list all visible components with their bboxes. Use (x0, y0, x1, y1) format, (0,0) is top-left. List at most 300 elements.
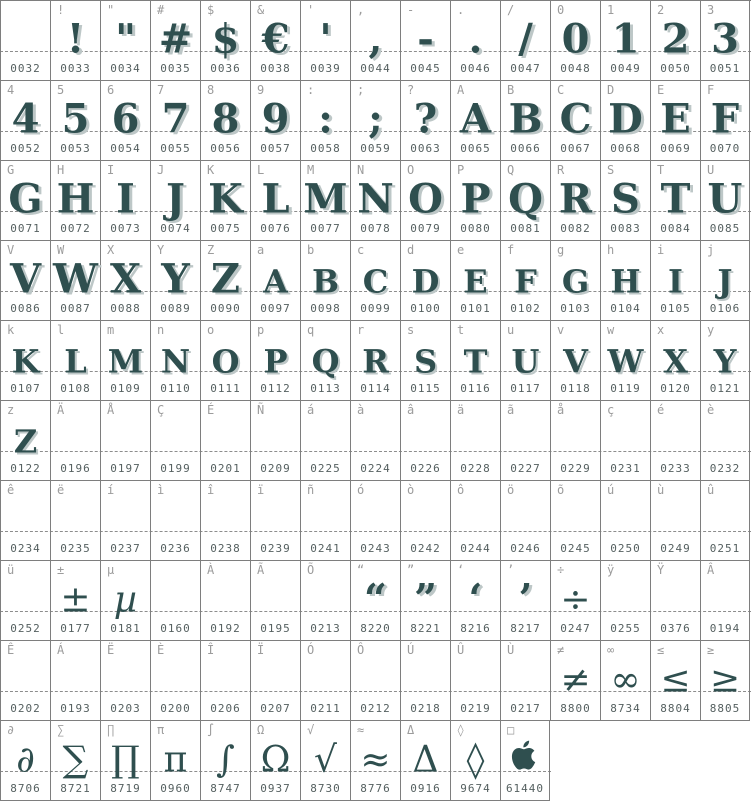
cell-reference-label: M (307, 163, 315, 177)
cell-codepoint: 0088 (110, 302, 141, 315)
cell-codepoint: 0066 (510, 142, 541, 155)
glyph-cell-0101 (450, 241, 500, 321)
glyph-cell-0120 (650, 321, 700, 401)
glyph-cell-0104 (600, 241, 650, 321)
glyph-cell-0238 (200, 481, 250, 561)
glyph-row-10 (0, 721, 551, 801)
cell-reference-label: î (207, 483, 215, 497)
glyph-cell-0067 (550, 81, 600, 161)
glyph-cell-0115 (400, 321, 450, 401)
cell-codepoint: 0065 (460, 142, 491, 155)
cell-reference-label: å (557, 403, 565, 417)
glyph-cell-0251 (700, 481, 750, 561)
glyph-cell-0117 (500, 321, 550, 401)
cell-reference-label: w (607, 323, 615, 337)
glyph-cell-0200 (150, 641, 200, 721)
glyph-cell-8776 (350, 721, 400, 801)
cell-reference-label: □ (507, 723, 515, 737)
cell-codepoint: 0116 (460, 382, 491, 395)
cell-reference-label: k (7, 323, 15, 337)
cell-reference-label: 9 (257, 83, 265, 97)
cell-codepoint: 0251 (709, 542, 741, 555)
cell-codepoint: 0243 (360, 542, 391, 555)
cell-codepoint: 9674 (460, 782, 491, 795)
cell-codepoint: 0250 (610, 542, 641, 555)
cell-reference-label: T (657, 163, 665, 177)
cell-reference-label: ç (607, 403, 615, 417)
glyph-cell-0102 (500, 241, 550, 321)
cell-reference-label: û (707, 483, 715, 497)
cell-glyph: ” (413, 575, 437, 623)
cell-reference-label: ã (507, 403, 515, 417)
glyph-cell-0195 (250, 561, 300, 641)
glyph-row-7 (0, 481, 751, 561)
glyph-cell-0066 (500, 81, 550, 161)
cell-reference-label: Ê (7, 643, 15, 657)
cell-reference-label: , (357, 3, 365, 17)
cell-codepoint: 8805 (709, 702, 741, 715)
cell-codepoint: 0107 (10, 382, 41, 395)
cell-glyph: S (413, 342, 438, 381)
cell-reference-label: : (307, 83, 315, 97)
cell-reference-label: Ï (257, 643, 265, 657)
cell-reference-label: π (157, 723, 165, 737)
cell-reference-label: ñ (307, 483, 315, 497)
glyph-cell-0069 (650, 81, 700, 161)
cell-glyph: ≥ (709, 659, 741, 701)
glyph-cell-0114 (350, 321, 400, 401)
cell-reference-label: F (707, 83, 715, 97)
cell-codepoint: 0231 (610, 462, 641, 475)
cell-reference-label: Ä (57, 403, 65, 417)
cell-reference-label: ê (7, 483, 15, 497)
glyph-cell-0073 (100, 161, 150, 241)
glyph-cell-0071 (0, 161, 50, 241)
cell-reference-label: U (707, 163, 715, 177)
cell-codepoint: 0206 (210, 702, 241, 715)
cell-reference-label: ” (407, 563, 415, 577)
cell-reference-label: Ë (107, 643, 115, 657)
cell-codepoint: 0376 (660, 622, 691, 635)
cell-reference-label: Z (207, 243, 215, 257)
cell-reference-label: Ç (157, 403, 165, 417)
glyph-cell-0049 (600, 1, 650, 81)
glyph-cell-8706 (0, 721, 50, 801)
cell-reference-label: n (157, 323, 165, 337)
cell-glyph: L (261, 175, 290, 223)
glyph-cell-0078 (350, 161, 400, 241)
cell-reference-label: ä (457, 403, 465, 417)
cell-glyph: X (663, 342, 688, 381)
cell-codepoint: 0087 (60, 302, 91, 315)
glyph-cell-0033 (50, 1, 100, 81)
glyph-cell-0110 (150, 321, 200, 401)
cell-glyph: X (109, 255, 142, 303)
cell-codepoint: 0114 (360, 382, 391, 395)
cell-glyph: V (563, 342, 588, 381)
cell-reference-label: 6 (107, 83, 115, 97)
glyph-cell-0916 (400, 721, 450, 801)
cell-reference-label: Î (207, 643, 215, 657)
cell-glyph: “ (363, 575, 387, 623)
cell-codepoint: 8217 (510, 622, 541, 635)
cell-codepoint: 0078 (360, 222, 391, 235)
cell-glyph: Y (161, 255, 190, 303)
glyph-cell-0224 (350, 401, 400, 481)
glyph-cell-0227 (500, 401, 550, 481)
glyph-cell-8220 (350, 561, 400, 641)
glyph-cell-0121 (700, 321, 750, 401)
cell-codepoint: 0960 (160, 782, 191, 795)
glyph-cell-8216 (450, 561, 500, 641)
cell-codepoint: 0032 (10, 62, 41, 75)
cell-codepoint: 0113 (310, 382, 341, 395)
cell-codepoint: 0119 (610, 382, 641, 395)
cell-reference-label: r (357, 323, 365, 337)
cell-codepoint: 0194 (709, 622, 741, 635)
cell-glyph: O (408, 175, 443, 223)
cell-glyph: A (459, 95, 492, 143)
cell-reference-label: √ (307, 723, 315, 737)
cell-codepoint: 0202 (10, 702, 41, 715)
cell-glyph: / (518, 15, 533, 63)
cell-reference-label: I (107, 163, 115, 177)
cell-reference-label: m (107, 323, 115, 337)
glyph-cell-0106 (700, 241, 750, 321)
glyph-cell-0232 (700, 401, 750, 481)
cell-codepoint: 0227 (510, 462, 541, 475)
cell-glyph: - (417, 15, 434, 63)
cell-glyph: N (357, 175, 394, 223)
glyph-cell-8734 (600, 641, 650, 721)
glyph-cell-8805 (700, 641, 750, 721)
glyph-cell-0231 (600, 401, 650, 481)
cell-codepoint: 0056 (210, 142, 241, 155)
glyph-cell-0241 (300, 481, 350, 561)
glyph-cell-0118 (550, 321, 600, 401)
cell-reference-label: Ÿ (657, 563, 665, 577)
cell-codepoint: 0072 (60, 222, 91, 235)
glyph-row-4 (0, 241, 751, 321)
cell-reference-label: Å (107, 403, 115, 417)
cell-codepoint: 0048 (560, 62, 591, 75)
glyph-cell-0122 (0, 401, 50, 481)
cell-codepoint: 0086 (10, 302, 41, 315)
cell-glyph: , (368, 15, 383, 63)
cell-glyph: E (463, 262, 488, 301)
cell-glyph: D (608, 95, 643, 143)
glyph-cell-0112 (250, 321, 300, 401)
cell-glyph: Z (13, 422, 38, 461)
cell-codepoint: 0099 (360, 302, 391, 315)
glyph-cell-0072 (50, 161, 100, 241)
cell-reference-label: Á (57, 643, 65, 657)
cell-reference-label: D (607, 83, 615, 97)
glyph-cell-0077 (300, 161, 350, 241)
cell-glyph: ! (66, 15, 85, 63)
cell-codepoint: 0080 (460, 222, 491, 235)
cell-reference-label: È (157, 643, 165, 657)
cell-glyph: 7 (161, 95, 190, 143)
cell-glyph: H (610, 262, 641, 301)
cell-reference-label: l (57, 323, 65, 337)
glyph-cell-0225 (300, 401, 350, 481)
cell-reference-label: Q (507, 163, 515, 177)
cell-reference-label: ô (457, 483, 465, 497)
cell-reference-label: N (357, 163, 365, 177)
cell-reference-label: j (707, 243, 715, 257)
cell-reference-label: ï (257, 483, 265, 497)
cell-codepoint: 0916 (410, 782, 441, 795)
cell-reference-label: u (507, 323, 515, 337)
cell-codepoint: 0217 (510, 702, 541, 715)
cell-codepoint: 0112 (260, 382, 291, 395)
cell-codepoint: 8804 (660, 702, 691, 715)
cell-reference-label: o (207, 323, 215, 337)
glyph-cell-0207 (250, 641, 300, 721)
glyph-cell-0082 (550, 161, 600, 241)
glyph-cell-0100 (400, 241, 450, 321)
cell-codepoint: 0235 (60, 542, 91, 555)
glyph-cell-0048 (550, 1, 600, 81)
cell-reference-label: ’ (507, 563, 515, 577)
cell-reference-label: ∏ (107, 723, 115, 737)
cell-reference-label: ≈ (357, 723, 365, 737)
cell-codepoint: 0097 (260, 302, 291, 315)
cell-glyph: √ (314, 739, 337, 781)
cell-reference-label: õ (557, 483, 565, 497)
cell-reference-label: ì (157, 483, 165, 497)
glyph-cell-0047 (500, 1, 550, 81)
cell-glyph: M (303, 175, 348, 223)
cell-reference-label: 2 (657, 3, 665, 17)
cell-reference-label: à (357, 403, 365, 417)
cell-reference-label: ó (357, 483, 365, 497)
cell-reference-label: K (207, 163, 215, 177)
cell-codepoint: 0090 (210, 302, 241, 315)
cell-reference-label: h (607, 243, 615, 257)
cell-codepoint: 0209 (260, 462, 291, 475)
cell-codepoint: 0236 (160, 542, 191, 555)
cell-reference-label: e (457, 243, 465, 257)
cell-codepoint: 0034 (110, 62, 141, 75)
cell-codepoint: 0218 (410, 702, 441, 715)
cell-glyph: G (561, 262, 590, 301)
cell-reference-label: v (557, 323, 565, 337)
cell-reference-label: 0 (557, 3, 565, 17)
cell-reference-label: µ (107, 563, 115, 577)
cell-glyph: Ω (260, 739, 291, 781)
cell-glyph: F (710, 95, 740, 143)
glyph-cell-0097 (250, 241, 300, 321)
glyph-cell-9674 (450, 721, 500, 801)
glyph-cell-0059 (350, 81, 400, 161)
cell-reference-label: Y (157, 243, 165, 257)
cell-reference-label: ≠ (557, 643, 565, 657)
glyph-cell-0074 (150, 161, 200, 241)
glyph-cell-0113 (300, 321, 350, 401)
cell-glyph: Δ (412, 739, 439, 781)
glyph-cell-0246 (500, 481, 550, 561)
cell-codepoint: 8776 (360, 782, 391, 795)
glyph-cell-0211 (300, 641, 350, 721)
cell-codepoint: 0203 (110, 702, 141, 715)
cell-glyph: T (463, 342, 488, 381)
glyph-cell-0160 (150, 561, 200, 641)
glyph-cell-0084 (650, 161, 700, 241)
cell-codepoint: 0197 (110, 462, 141, 475)
cell-reference-label: é (657, 403, 665, 417)
cell-reference-label: L (257, 163, 265, 177)
glyph-cell-0255 (600, 561, 650, 641)
cell-reference-label: É (207, 403, 215, 417)
glyph-cell-0109 (100, 321, 150, 401)
cell-codepoint: 8730 (310, 782, 341, 795)
cell-codepoint: 0226 (410, 462, 441, 475)
cell-glyph: C (559, 95, 592, 143)
cell-codepoint: 0118 (560, 382, 591, 395)
cell-reference-label: Ó (307, 643, 315, 657)
cell-reference-label: - (407, 3, 415, 17)
cell-reference-label: g (557, 243, 565, 257)
cell-glyph: C (362, 262, 389, 301)
cell-codepoint: 0058 (310, 142, 341, 155)
glyph-cell-0056 (200, 81, 250, 161)
cell-glyph: 0 (561, 15, 590, 63)
cell-reference-label: ; (357, 83, 365, 97)
cell-glyph: H (56, 175, 95, 223)
cell-reference-label: ü (7, 563, 15, 577)
cell-glyph: W (53, 255, 98, 303)
cell-codepoint: 0049 (610, 62, 641, 75)
cell-reference-label: y (707, 323, 715, 337)
glyph-cell-0376 (650, 561, 700, 641)
cell-reference-label: z (7, 403, 15, 417)
cell-glyph: O (211, 342, 240, 381)
cell-glyph: # (158, 15, 193, 63)
cell-codepoint: 0033 (60, 62, 91, 75)
glyph-cell-0235 (50, 481, 100, 561)
cell-codepoint: 0238 (210, 542, 241, 555)
cell-codepoint: 8706 (10, 782, 41, 795)
glyph-cell-0065 (450, 81, 500, 161)
cell-glyph: ± (60, 579, 91, 621)
cell-reference-label: “ (357, 563, 365, 577)
cell-glyph: M (107, 342, 144, 381)
glyph-cell-0181 (100, 561, 150, 641)
glyph-cell-0239 (250, 481, 300, 561)
cell-glyph: B (311, 262, 340, 301)
glyph-cell-0053 (50, 81, 100, 161)
glyph-cell-0245 (550, 481, 600, 561)
cell-reference-label: 7 (157, 83, 165, 97)
cell-codepoint: 0193 (60, 702, 91, 715)
glyph-cell-0051 (700, 1, 750, 81)
cell-reference-label: ÷ (557, 563, 565, 577)
cell-codepoint: 0067 (560, 142, 591, 155)
cell-reference-label: q (307, 323, 315, 337)
cell-reference-label: è (707, 403, 715, 417)
cell-reference-label: Δ (407, 723, 415, 737)
cell-codepoint: 0035 (160, 62, 191, 75)
glyph-cell-0085 (700, 161, 750, 241)
cell-codepoint: 0237 (110, 542, 141, 555)
cell-reference-label: ∫ (207, 723, 215, 737)
glyph-cell-0035 (150, 1, 200, 81)
cell-glyph: I (668, 262, 683, 301)
cell-glyph: ≈ (360, 739, 391, 781)
cell-codepoint: 0937 (260, 782, 291, 795)
cell-codepoint: 0051 (709, 62, 741, 75)
cell-codepoint: 8220 (360, 622, 391, 635)
cell-reference-label: S (607, 163, 615, 177)
cell-codepoint: 0084 (660, 222, 691, 235)
cell-codepoint: 0249 (660, 542, 691, 555)
cell-glyph: ∑ (62, 739, 89, 781)
cell-codepoint: 0079 (410, 222, 441, 235)
cell-codepoint: 0068 (610, 142, 641, 155)
cell-codepoint: 0046 (460, 62, 491, 75)
glyph-cell-0108 (50, 321, 100, 401)
cell-codepoint: 0108 (60, 382, 91, 395)
cell-codepoint: 0052 (10, 142, 41, 155)
glyph-cell-8217 (500, 561, 550, 641)
cell-codepoint: 0244 (460, 542, 491, 555)
cell-reference-label: G (7, 163, 15, 177)
glyph-cell-0057 (250, 81, 300, 161)
cell-glyph: ∂ (16, 739, 35, 781)
cell-glyph: ‘ (468, 575, 483, 623)
cell-codepoint: 0234 (10, 542, 41, 555)
cell-codepoint: 0111 (210, 382, 241, 395)
cell-codepoint: 0239 (260, 542, 291, 555)
glyph-cell-0193 (50, 641, 100, 721)
cell-reference-label: W (57, 243, 65, 257)
cell-glyph: J (717, 262, 733, 301)
cell-codepoint: 0082 (560, 222, 591, 235)
glyph-cell-0107 (0, 321, 50, 401)
cell-codepoint: 8800 (560, 702, 591, 715)
cell-codepoint: 0059 (360, 142, 391, 155)
cell-glyph: K (11, 342, 40, 381)
cell-codepoint: 0115 (410, 382, 441, 395)
cell-codepoint: 0207 (260, 702, 291, 715)
cell-reference-label: Ñ (257, 403, 265, 417)
cell-reference-label: B (507, 83, 515, 97)
cell-codepoint: 0255 (610, 622, 641, 635)
glyph-cell-0233 (650, 401, 700, 481)
cell-reference-label: . (457, 3, 465, 17)
cell-codepoint: 0213 (310, 622, 341, 635)
cell-reference-label: b (307, 243, 315, 257)
cell-codepoint: 0085 (709, 222, 741, 235)
cell-codepoint: 0075 (210, 222, 241, 235)
cell-codepoint: 8221 (410, 622, 441, 635)
cell-codepoint: 0110 (160, 382, 191, 395)
glyph-cell-0034 (100, 1, 150, 81)
glyph-cell-0229 (550, 401, 600, 481)
cell-codepoint: 0047 (510, 62, 541, 75)
glyph-cell-0099 (350, 241, 400, 321)
glyph-row-1 (0, 1, 751, 81)
cell-glyph: A (263, 262, 288, 301)
cell-glyph: S (611, 175, 640, 223)
cell-reference-label: â (407, 403, 415, 417)
cell-reference-label: x (657, 323, 665, 337)
cell-codepoint: 0211 (310, 702, 341, 715)
glyph-cell-0080 (450, 161, 500, 241)
cell-reference-label: ∞ (607, 643, 615, 657)
